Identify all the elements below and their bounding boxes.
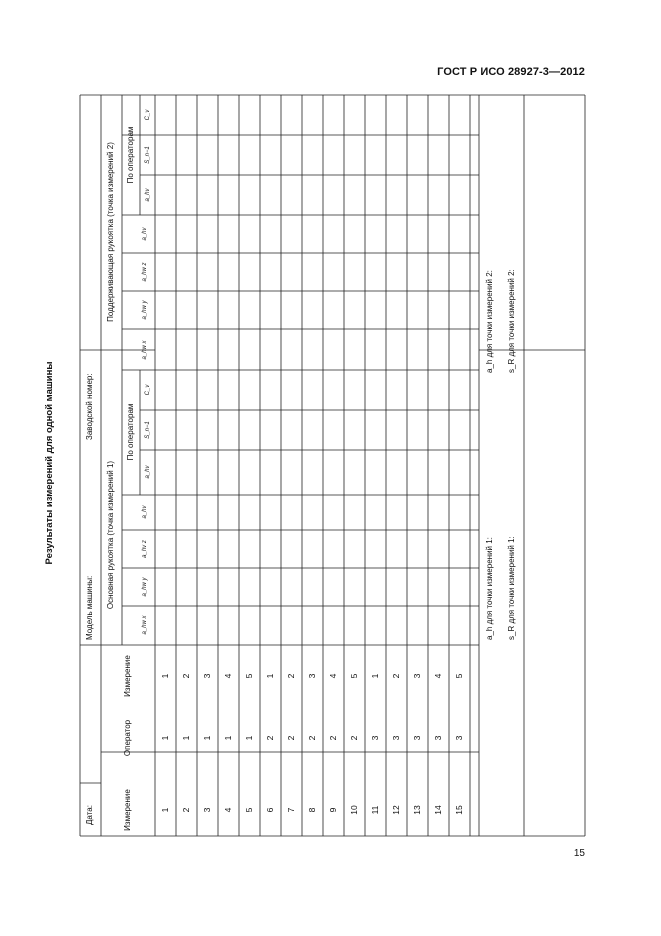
main-ahv-z: a_hv z [142,540,148,558]
row-m: 5 [244,673,254,679]
main-ahw-y: a_hw y [142,577,148,597]
row-op: 2 [307,735,317,741]
support-op-sn1: S_n−1 [145,146,151,164]
row-n: 15 [454,805,464,815]
sr-point1: s_R для точки измерений 1: [507,536,516,640]
main-ahv: a_hv [142,505,148,519]
support-ahw-z: a_hw z [142,262,148,282]
row-n: 1 [160,807,170,813]
row-op: 2 [265,735,275,741]
col-operator: Оператор [123,719,132,757]
ah-point2: a_h для точки измерений 2: [485,270,494,373]
sr-point2: s_R для точки измерений 2: [507,269,516,373]
col-measurement: Измерение [123,789,132,831]
main-handle-header: Основная рукоятка (точка измерений 1) [106,460,115,610]
row-m: 5 [454,673,464,679]
row-n: 11 [370,805,380,815]
row-m: 3 [202,673,212,679]
row-n: 2 [181,807,191,813]
main-op-sn1: S_n−1 [145,421,151,439]
row-op: 1 [202,735,212,741]
row-op: 3 [391,735,401,741]
serial-label: Заводской номер: [85,373,94,440]
main-op-cv: C_v [145,384,151,396]
row-n: 4 [223,807,233,813]
standard-header: ГОСТ Р ИСО 28927-3—2012 [437,66,585,78]
row-op: 1 [223,735,233,741]
row-m: 2 [286,673,296,679]
row-op: 3 [433,735,443,741]
row-m: 3 [307,673,317,679]
support-ahw-y: a_hw y [142,300,148,320]
row-m: 4 [433,673,443,679]
row-n: 9 [328,807,338,813]
support-op-ahv: a_hv [145,188,151,202]
ah-point1: a_h для точки измерений 1: [485,537,494,640]
row-m: 3 [412,673,422,679]
row-m: 2 [181,673,191,679]
row-n: 14 [433,805,443,815]
row-n: 3 [202,807,212,813]
col-measurement2: Измерение [123,655,132,697]
row-n: 10 [349,805,359,815]
row-n: 12 [391,805,401,815]
row-n: 5 [244,807,254,813]
row-m: 5 [349,673,359,679]
row-op: 1 [244,735,254,741]
row-op: 3 [454,735,464,741]
row-m: 1 [160,673,170,679]
row-op: 2 [328,735,338,741]
page-number: 15 [573,848,585,859]
table-title: Результаты измерений для одной машины [44,361,55,565]
support-ahw-x: a_hw x [142,340,148,360]
row-n: 6 [265,807,275,813]
main-ahw-x: a_hw x [142,615,148,635]
support-ahv: a_hv [142,227,148,241]
row-op: 3 [412,735,422,741]
model-label: Модель машины: [85,575,94,640]
row-m: 1 [370,673,380,679]
main-op-ahv: a_hv [145,465,151,479]
row-op: 2 [286,735,296,741]
row-m: 1 [265,673,275,679]
row-op: 2 [349,735,359,741]
row-n: 7 [286,807,296,813]
support-handle-header: Поддерживающая рукоятка (точка измерений 2) [106,142,115,322]
row-n: 8 [307,807,317,813]
row-op: 1 [181,735,191,741]
support-op-cv: C_v [145,109,151,121]
row-op: 1 [160,735,170,741]
row-n: 13 [412,805,422,815]
row-m: 2 [391,673,401,679]
row-op: 3 [370,735,380,741]
date-label: Дата: [85,805,94,825]
main-by-operators: По операторам [126,403,135,461]
row-m: 4 [328,673,338,679]
support-by-operators: По операторам [126,126,135,184]
row-m: 4 [223,673,233,679]
